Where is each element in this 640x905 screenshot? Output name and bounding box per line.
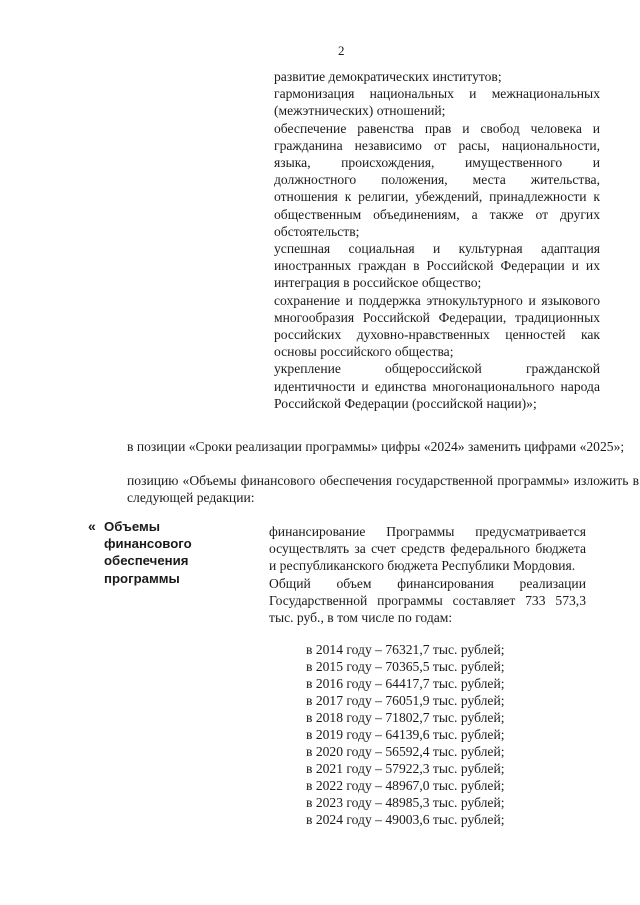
goal-item: гармонизация национальных и межнациональных (межэтнических) отношений;: [274, 86, 600, 119]
label-line: обеспечения: [104, 553, 189, 569]
paragraph-dates: в позиции «Сроки реализации программы» цифры «2024» заменить цифрами «2025»;: [127, 439, 625, 454]
goal-item: развитие демократических институтов;: [274, 69, 502, 84]
year-item: в 2019 году – 64139,6 тыс. рублей;: [306, 727, 505, 742]
year-item: в 2018 году – 71802,7 тыс. рублей;: [306, 710, 505, 725]
year-item: в 2015 году – 70365,5 тыс. рублей;: [306, 659, 505, 674]
year-item: в 2014 году – 76321,7 тыс. рублей;: [306, 642, 505, 657]
year-item: в 2024 году – 49003,6 тыс. рублей;: [306, 812, 505, 827]
label-line: финансового: [104, 536, 192, 552]
label-line: Объемы: [104, 519, 161, 534]
year-item: в 2021 году – 57922,3 тыс. рублей;: [306, 761, 505, 776]
financing-text: [269, 523, 586, 626]
page-number: 2: [338, 43, 345, 58]
table-label: [104, 518, 224, 587]
year-item: в 2023 году – 48985,3 тыс. рублей;: [306, 795, 505, 810]
year-item: в 2016 году – 64417,7 тыс. рублей;: [306, 676, 505, 691]
goals-list: [274, 68, 600, 412]
financing-intro: финансирование Программы предусматривается осуществлять за счет средств федерального бюджета и республиканского бюджета Республики Мордовия.: [269, 524, 586, 574]
year-list: [306, 641, 505, 828]
goal-item: обеспечение равенства прав и свобод человека и гражданина независимо от расы, национальности, языка, происхождения, имущественного и должностного положения, места жительства, отношения к религии, убеждений, принадлежности к общественным объединениям, а также от других обстоятельств;: [274, 120, 600, 239]
label-line: программы: [104, 570, 180, 586]
paragraph-funding: позицию «Объемы финансового обеспечения государственной программы» изложить в следующей редакции:: [127, 473, 639, 506]
goal-item: укрепление общероссийской гражданской идентичности и единства многонационального народа Российской Федерации (российской нации)»;: [274, 361, 600, 411]
goal-item: сохранение и поддержка этнокультурного и языкового многообразия Российской Федерации, традиционных российских духовно-нравственных ценностей как основы российского общества;: [274, 292, 600, 360]
open-quote: «: [88, 518, 96, 534]
goal-item: успешная социальная и культурная адаптация иностранных граждан в Российской Федерации и их интеграция в российское общество;: [274, 241, 600, 291]
financing-total: Общий объем финансирования реализации Государственной программы составляет 733 573,3 тыс. руб., в том числе по годам:: [269, 575, 586, 626]
year-item: в 2017 году – 76051,9 тыс. рублей;: [306, 693, 505, 708]
year-item: в 2022 году – 48967,0 тыс. рублей;: [306, 778, 505, 793]
year-item: в 2020 году – 56592,4 тыс. рублей;: [306, 744, 505, 759]
